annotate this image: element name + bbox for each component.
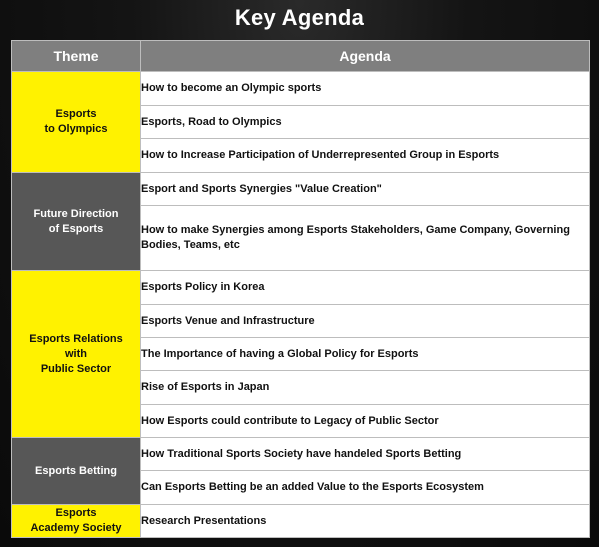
table-row bbox=[12, 72, 590, 106]
theme-cell: Esports Betting bbox=[12, 438, 141, 505]
agenda-item: How to Increase Participation of Underrepresented Group in Esports bbox=[141, 139, 590, 173]
agenda-item: How Traditional Sports Society have handeled Sports Betting bbox=[141, 438, 590, 471]
table-header-row bbox=[12, 41, 590, 72]
theme-cell: Esports to Olympics bbox=[12, 72, 141, 173]
agenda-column-header: Agenda bbox=[141, 41, 590, 72]
theme-cell: Esports Academy Society bbox=[12, 505, 141, 538]
agenda-item: Research Presentations bbox=[141, 505, 590, 538]
theme-column-header: Theme bbox=[12, 41, 141, 72]
table-row bbox=[12, 271, 590, 305]
agenda-item: How to become an Olympic sports bbox=[141, 72, 590, 106]
table-row bbox=[12, 173, 590, 206]
theme-cell: Esports Relations with Public Sector bbox=[12, 271, 141, 438]
agenda-table-body bbox=[12, 72, 590, 538]
agenda-item: The Importance of having a Global Policy for Esports bbox=[141, 338, 590, 371]
agenda-item: Esports Venue and Infrastructure bbox=[141, 305, 590, 338]
agenda-item: Esports Policy in Korea bbox=[141, 271, 590, 305]
agenda-item: Esport and Sports Synergies "Value Creation" bbox=[141, 173, 590, 206]
table-row bbox=[12, 505, 590, 538]
agenda-item: Rise of Esports in Japan bbox=[141, 371, 590, 405]
agenda-item: Esports, Road to Olympics bbox=[141, 106, 590, 139]
agenda-item: How Esports could contribute to Legacy of Public Sector bbox=[141, 405, 590, 438]
agenda-table bbox=[11, 40, 590, 538]
agenda-item: Can Esports Betting be an added Value to the Esports Ecosystem bbox=[141, 471, 590, 505]
agenda-item: How to make Synergies among Esports Stakeholders, Game Company, Governing Bodies, Teams, etc bbox=[141, 206, 590, 271]
table-row bbox=[12, 438, 590, 471]
page-title: Key Agenda bbox=[234, 5, 365, 30]
theme-cell: Future Direction of Esports bbox=[12, 173, 141, 271]
